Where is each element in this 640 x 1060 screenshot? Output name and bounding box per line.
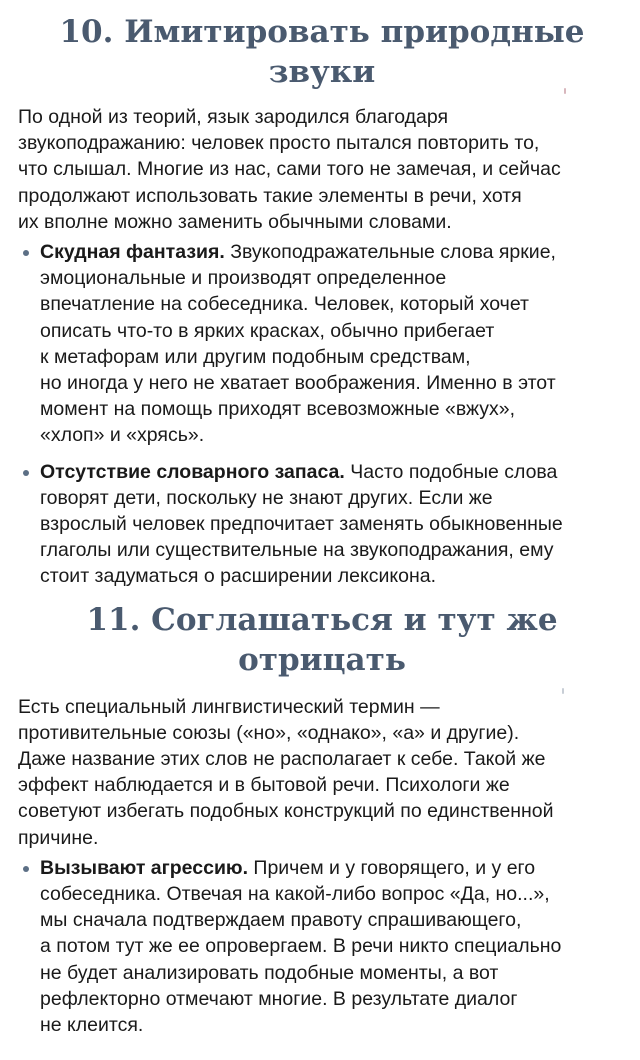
bullet-title: Вызывают агрессию. [40,856,249,879]
section-heading-11: 11. Соглашаться и тут же отрицать [86,601,558,678]
section-11-intro-paragraph: Есть специальный лингвистический термин — противительные союзы («но», «однако», «а» и другие). Даже название этих слов не располагает к себе. Такой же эффект наблюдается и в бытовой речи. Психологи же советуют избегать подобных конструкций по единственной причине. [18,695,554,849]
bullet-title: Скудная фантазия. [40,241,225,264]
bullet-item-poor-imagination [18,239,626,449]
bullet-text: Часто подобные слова говорят дети, поскольку не знают других. Если же взрослый человек предпочитает заменять обыкновенные глаголы или существительные на звукоподражания, ему стоит задуматься о расширении лексикона. [40,460,563,588]
decorative-mark [564,88,566,94]
decorative-mark [562,688,564,694]
bullet-dot-icon [23,250,29,256]
bullet-text: Звукоподражательные слова яркие, эмоциональные и производят определенное впечатление на собеседника. Человек, который хочет описать что-то в ярких красках, обычно прибегает к метафорам или другим подобным средствам, но иногда у него не хватает воображения. Именно в этот момент на помощь приходят всевозможные «вжух», «хлоп» и «хрясь». [40,241,556,447]
section-heading-10: 10. Имитировать природные звуки [59,14,585,90]
bullet-content [40,241,556,446]
bullet-text: Причем и у говорящего, и у его собеседника. Отвечая на какой-либо вопрос «Да, но...», мы сначала подтверждаем правоту спрашивающего, а потом тут же ее опровергаем. В речи никто специально не будет анализировать подобные моменты, а вот рефлекторно отмечают многие. В результате диалог не клеится. [40,856,562,1037]
bullet-item-lack-vocabulary [18,459,626,590]
bullet-dot-icon [23,866,29,872]
section-10-bullet-list [18,239,626,590]
bullet-content [40,461,563,588]
bullet-title: Отсутствие словарного запаса. [40,460,345,483]
section-10-intro-paragraph: По одной из теорий, язык зародился благодаря звукоподражанию: человек просто пытался повторить то, что слышал. Многие из нас, сами того не замечая, и сейчас продолжают использовать такие элементы в речи, хотя их вполне можно заменить обычными словами. [18,106,561,233]
section-11-bullet-list [18,855,626,1038]
bullet-dot-icon [23,470,29,476]
bullet-content [40,857,561,1036]
bullet-item-provoke-aggression [18,855,626,1038]
